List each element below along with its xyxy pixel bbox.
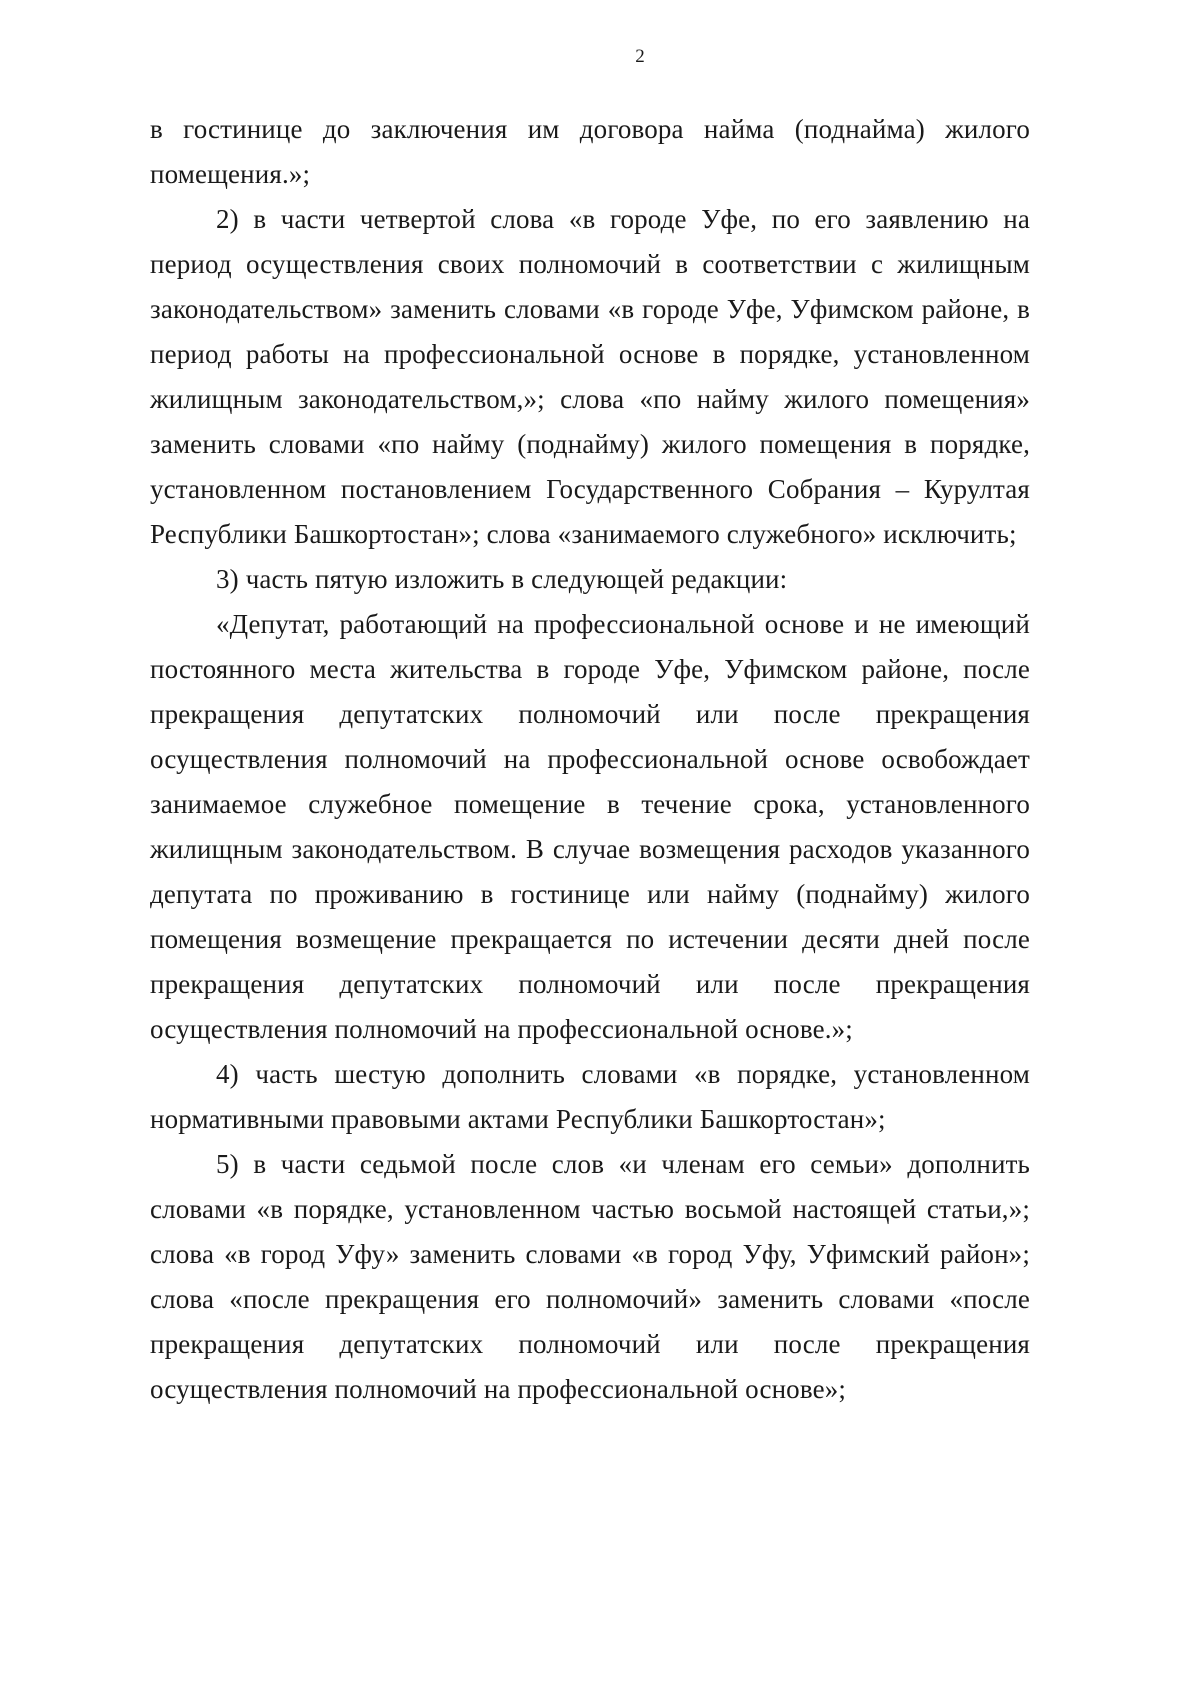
paragraph-item-4: 4) часть шестую дополнить словами «в порядке, установленном нормативными правовыми актами Республики Башкортостан»;	[150, 1059, 1030, 1134]
paragraph-continuation: в гостинице до заключения им договора найма (поднайма) жилого помещения.»;	[150, 114, 1030, 189]
document-body	[150, 107, 1030, 1412]
paragraph-quoted-text: «Депутат, работающий на профессиональной основе и не имеющий постоянного места жительства в городе Уфе, Уфимском районе, после прекращения депутатских полномочий или после прекращения осуществления полномочий на профессиональной основе освобождает занимаемое служебное помещение в течение срока, установленного жилищным законодательством. В случае возмещения расходов указанного депутата по проживанию в гостинице или найму (поднайму) жилого помещения возмещение прекращается по истечении десяти дней после прекращения депутатских полномочий или после прекращения осуществления полномочий на профессиональной основе.»;	[150, 609, 1030, 1044]
paragraph-item-2: 2) в части четвертой слова «в городе Уфе, по его заявлению на период осуществления своих полномочий в соответствии с жилищным законодательством» заменить словами «в городе Уфе, Уфимском районе, в период работы на профессиональной основе в порядке, установленном жилищным законодательством,»; слова «по найму жилого помещения» заменить словами «по найму (поднайму) жилого помещения в порядке, установленном постановлением Государственного Собрания – Курултая Республики Башкортостан»; слова «занимаемого служебного» исключить;	[150, 204, 1030, 549]
page-number: 2	[635, 46, 645, 67]
paragraph-item-5: 5) в части седьмой после слов «и членам его семьи» дополнить словами «в порядке, установленном частью восьмой настоящей статьи,»; слова «в город Уфу» заменить словами «в город Уфу, Уфимский район»; слова «после прекращения его полномочий» заменить словами «после прекращения депутатских полномочий или после прекращения осуществления полномочий на профессиональной основе»;	[150, 1149, 1030, 1404]
paragraph-item-3: 3) часть пятую изложить в следующей редакции:	[216, 564, 788, 594]
